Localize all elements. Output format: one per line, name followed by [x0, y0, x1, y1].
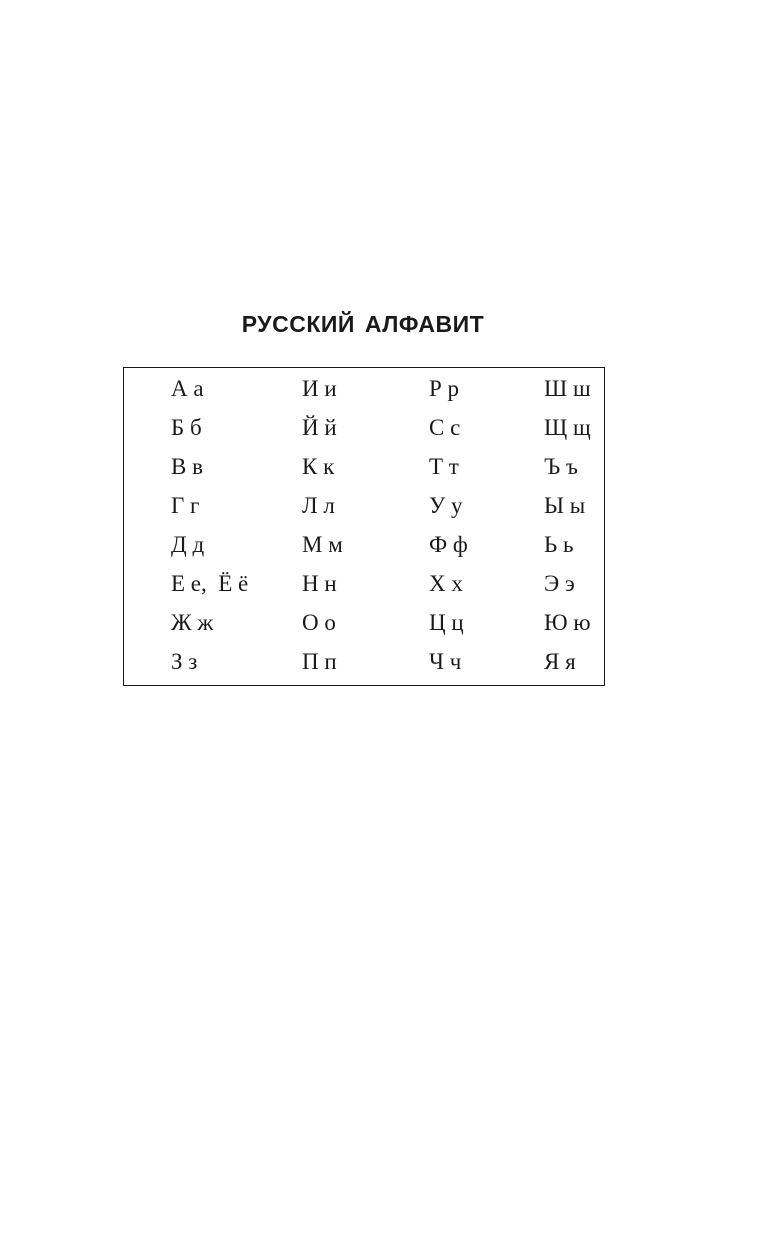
letter-pair: Л л — [302, 493, 335, 518]
letter-pair: Т т — [429, 454, 459, 479]
alphabet-column — [544, 373, 591, 685]
letter-pair: Э э — [544, 571, 575, 596]
letter-pair: А а — [171, 376, 204, 401]
letter-pair: У у — [429, 493, 463, 518]
letter-pair: Ю ю — [544, 610, 591, 635]
letter-pair: О о — [302, 610, 336, 635]
page-title: РУССКИЙ АЛФАВИТ — [241, 311, 485, 337]
letter-pair: Б б — [171, 415, 202, 440]
letter-pair: Ф ф — [429, 532, 468, 557]
letter-pair: Н н — [302, 571, 337, 596]
letter-pair: Е е, Ё ё — [171, 571, 249, 596]
alphabet-table — [123, 367, 605, 686]
letter-pair: Ж ж — [171, 610, 214, 635]
letter-pair: С с — [429, 415, 461, 440]
letter-pair: Й й — [302, 415, 337, 440]
letter-pair: К к — [302, 454, 335, 479]
letter-pair: Ы ы — [544, 493, 586, 518]
letter-pair: Я я — [544, 649, 576, 674]
alphabet-column — [429, 373, 468, 685]
letter-pair: Ъ ъ — [544, 454, 578, 479]
letter-pair: Ш ш — [544, 376, 591, 401]
letter-pair: П п — [302, 649, 337, 674]
letter-pair: Р р — [429, 376, 460, 401]
letter-pair: Щ щ — [544, 415, 591, 440]
letter-pair: Х х — [429, 571, 463, 596]
letter-pair: Д д — [171, 532, 205, 557]
letter-pair: М м — [302, 532, 343, 557]
alphabet-column — [302, 373, 343, 685]
letter-pair: Ь ь — [544, 532, 574, 557]
alphabet-column — [171, 373, 248, 685]
letter-pair: И и — [302, 376, 337, 401]
letter-pair: Г г — [171, 493, 200, 518]
letter-pair: В в — [171, 454, 203, 479]
letter-pair: З з — [171, 649, 198, 674]
letter-pair: Ц ц — [429, 610, 464, 635]
letter-pair: Ч ч — [429, 649, 462, 674]
